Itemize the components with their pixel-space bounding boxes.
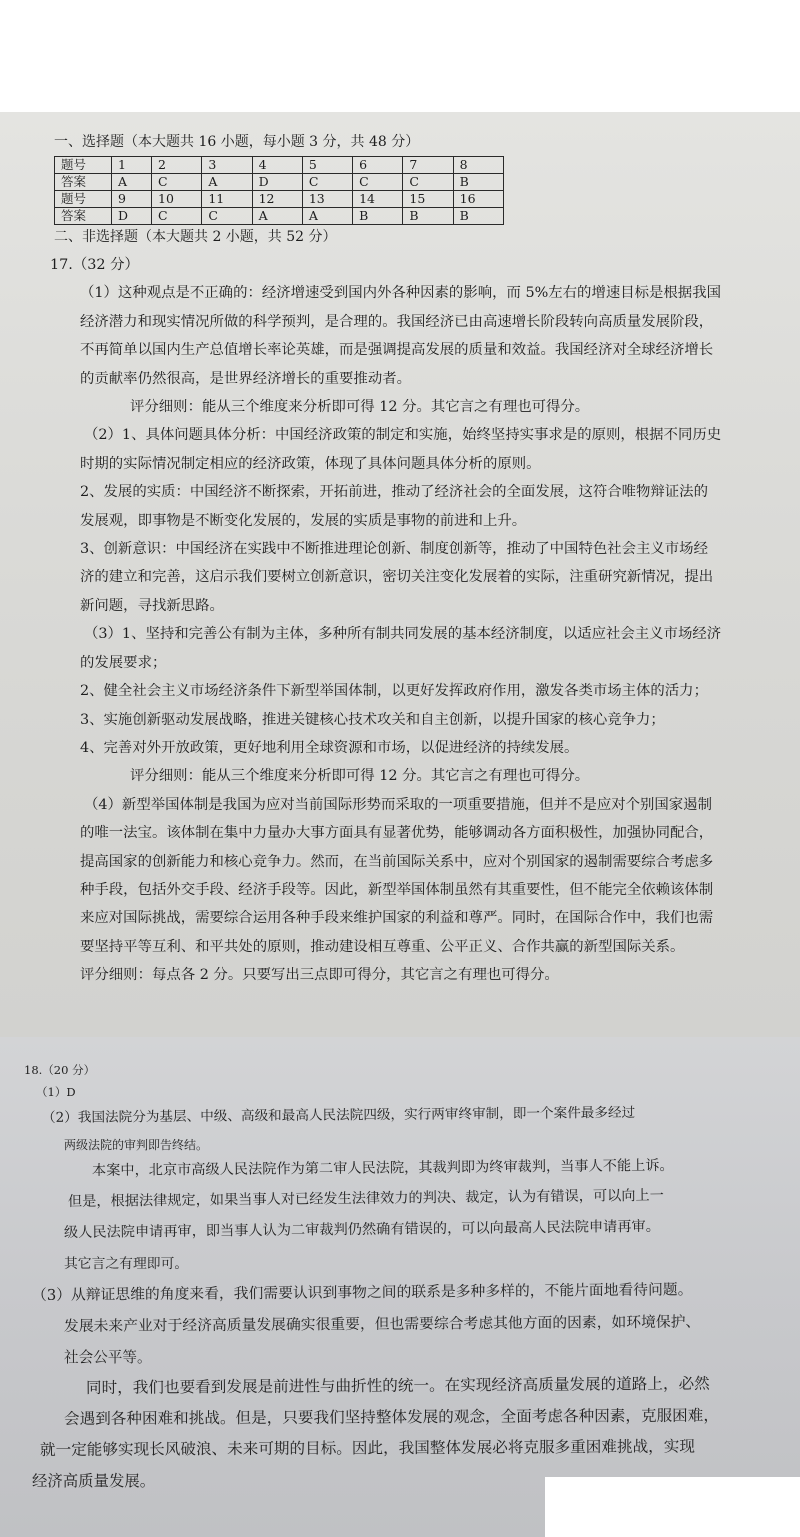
q18-line: 会遇到各种困难和挑战。但是，只要我们坚持整体发展的观念，全面考虑各种因素，克服困难，	[63, 1406, 719, 1428]
answer-table-cell: 5	[302, 157, 352, 174]
q18-label: 18.（20 分）	[24, 1063, 96, 1077]
q17-line: （3）1、坚持和完善公有制为主体，多种所有制共同发展的基本经济制度，以适应社会主义市场经济	[84, 626, 722, 643]
q17-line: 来应对国际挑战，需要综合运用各种手段来维护国家的利益和尊严。同时，在国际合作中，我们也需	[80, 910, 714, 927]
q17-line: 3、创新意识：中国经济在实践中不断推进理论创新、制度创新等，推动了中国特色社会主义市场经	[80, 541, 708, 558]
answer-table-cell: C	[202, 208, 252, 225]
q18-line: 本案中，北京市高级人民法院作为第二审人民法院，其裁判即为终审裁判，当事人不能上诉。	[91, 1157, 674, 1179]
answer-table-cell: B	[403, 208, 453, 225]
answer-table-cell: 16	[453, 191, 503, 208]
answer-table-cell: 14	[353, 191, 403, 208]
answer-table-cell: A	[302, 208, 352, 225]
answer-table-cell: A	[252, 208, 302, 225]
q17-line: 3、实施创新驱动发展战略，推进关键核心技术攻关和自主创新，以提升国家的核心竞争力；	[80, 711, 665, 728]
answer-table	[54, 156, 504, 225]
q17-body	[80, 279, 770, 989]
answer-table-cell: D	[252, 174, 302, 191]
answer-table-cell: 12	[252, 191, 302, 208]
answer-table-row-header: 答案	[55, 208, 112, 225]
answer-table-row-header: 题号	[55, 191, 112, 208]
answer-table-cell: 13	[302, 191, 352, 208]
q17-line: 4、完善对外开放政策，更好地利用全球资源和市场，以促进经济的持续发展。	[80, 739, 579, 756]
answer-table-cell: B	[453, 174, 503, 191]
part2-heading: 二、非选择题（本大题共 2 小题，共 52 分）	[54, 229, 337, 245]
q17-line: 经济潜力和现实情况所做的科学预判，是合理的。我国经济已由高速增长阶段转向高质量发展阶段，	[80, 313, 714, 330]
q18-line: （2）我国法院分为基层、中级、高级和最高人民法院四级，实行两审终审制，即一个案件最多经过	[41, 1104, 636, 1126]
q17-line: 济的建立和完善，这启示我们要树立创新意识，密切关注变化发展着的实际，注重研究新情况，提出	[80, 569, 714, 586]
scoring-note: 评分细则：每点各 2 分。只要写出三点即可得分，其它言之有理也可得分。	[80, 967, 559, 984]
q18-line: 但是，根据法律规定，如果当事人对已经发生法律效力的判决、裁定，认为有错误，可以向上一	[67, 1187, 664, 1210]
q18-line: 就一定能够实现长风破浪、未来可期的目标。因此，我国整体发展必将克服多重困难挑战，实现	[39, 1437, 695, 1459]
answer-table-cell: 1	[112, 157, 152, 174]
q18-line: 经济高质量发展。	[32, 1472, 156, 1490]
answer-table-cell: 2	[152, 157, 202, 174]
q17-label: 17.（32 分）	[50, 257, 139, 273]
answer-table-row	[55, 157, 504, 174]
answer-table-cell: 10	[152, 191, 202, 208]
q18-line: 其它言之有理即可。	[64, 1256, 189, 1272]
answer-table-cell: 4	[252, 157, 302, 174]
q18-line: 同时，我们也要看到发展是前进性与曲折性的统一。在实现经济高质量发展的道路上，必然	[85, 1374, 710, 1397]
q17-line: 的贡献率仍然很高，是世界经济增长的重要推动者。	[80, 370, 411, 387]
answer-table-cell: 9	[112, 191, 152, 208]
answer-table-cell: 11	[202, 191, 252, 208]
q18-line: （3）从辩证思维的角度来看，我们需要认识到事物之间的联系是多种多样的，不能片面地看待问题。	[31, 1281, 693, 1304]
q17-line: 要坚持平等互利、和平共处的原则，推动建设相互尊重、公平正义、合作共赢的新型国际关系。	[80, 938, 685, 955]
q17-line: 时期的实际情况制定相应的经济政策，体现了具体问题具体分析的原则。	[80, 455, 541, 472]
q18-line: 级人民法院申请再审，即当事人认为二审裁判仍然确有错误的，可以向最高人民法院申请再审。	[63, 1218, 660, 1241]
q18-line: 两级法院的审判即告终结。	[64, 1138, 209, 1152]
answer-table-cell: C	[302, 174, 352, 191]
q17-line: 新问题，寻找新思路。	[80, 597, 224, 614]
answer-table-cell: B	[353, 208, 403, 225]
answer-table-cell: D	[112, 208, 152, 225]
q17-line: 提高国家的创新能力和核心竞争力。然而，在当前国际关系中，应对个别国家的遏制需要综合考虑多	[80, 853, 714, 870]
answer-table-cell: C	[152, 174, 202, 191]
q17-line: 不再简单以国内生产总值增长率论英雄，而是强调提高发展的质量和效益。我国经济对全球经济增长	[80, 342, 714, 359]
q18-line: 社会公平等。	[64, 1349, 152, 1366]
q18-line: （1）D	[36, 1085, 76, 1099]
answer-table-cell: 7	[403, 157, 453, 174]
answer-table-cell: 3	[202, 157, 252, 174]
q17-line: 的发展要求；	[80, 654, 167, 671]
answer-table-cell: C	[403, 174, 453, 191]
blank-corner	[545, 1477, 800, 1537]
answer-table-cell: C	[152, 208, 202, 225]
answer-table-row-header: 答案	[55, 174, 112, 191]
part1-heading: 一、选择题（本大题共 16 小题，每小题 3 分，共 48 分）	[54, 134, 420, 150]
q17-line: （2）1、具体问题具体分析：中国经济政策的制定和实施，始终坚持实事求是的原则，根据不同历史	[84, 427, 722, 444]
q17-line: （1）这种观点是不正确的：经济增速受到国内外各种因素的影响，而 5%左右的增速目标是根据我国	[80, 285, 721, 302]
answer-sheet-bottom-photo	[0, 1037, 800, 1537]
answer-table-row-header: 题号	[55, 157, 112, 174]
answer-table-cell: B	[453, 208, 503, 225]
answer-sheet-top-photo	[0, 112, 800, 1037]
answer-table-row	[55, 208, 504, 225]
answer-table-cell: C	[353, 174, 403, 191]
answer-table-cell: 8	[453, 157, 503, 174]
q17-line: 的唯一法宝。该体制在集中力量办大事方面具有显著优势，能够调动各方面积极性，加强协同配合，	[80, 825, 714, 842]
answer-table-cell: A	[202, 174, 252, 191]
answer-table-cell: 15	[403, 191, 453, 208]
answer-table-row	[55, 174, 504, 191]
q18-line: 发展未来产业对于经济高质量发展确实很重要，但也需要综合考虑其他方面的因素，如环境保护、	[63, 1313, 701, 1335]
q17-line: 种手段，包括外交手段、经济手段等。因此，新型举国体制虽然有其重要性，但不能完全依赖该体制	[80, 881, 714, 898]
answer-table-cell: 6	[353, 157, 403, 174]
scoring-note: 评分细则：能从三个维度来分析即可得 12 分。其它言之有理也可得分。	[130, 399, 590, 416]
answer-table-row	[55, 191, 504, 208]
q17-line: 2、发展的实质：中国经济不断探索，开拓前进，推动了经济社会的全面发展，这符合唯物辩证法的	[80, 484, 708, 501]
answer-table-cell: A	[112, 174, 152, 191]
q17-line: （4）新型举国体制是我国为应对当前国际形势而采取的一项重要措施，但并不是应对个别国家遏制	[84, 796, 712, 813]
q17-line: 发展观，即事物是不断变化发展的，发展的实质是事物的前进和上升。	[80, 512, 527, 529]
q17-line: 2、健全社会主义市场经济条件下新型举国体制，以更好发挥政府作用，激发各类市场主体的活力；	[80, 683, 708, 700]
scoring-note: 评分细则：能从三个维度来分析即可得 12 分。其它言之有理也可得分。	[130, 768, 590, 785]
